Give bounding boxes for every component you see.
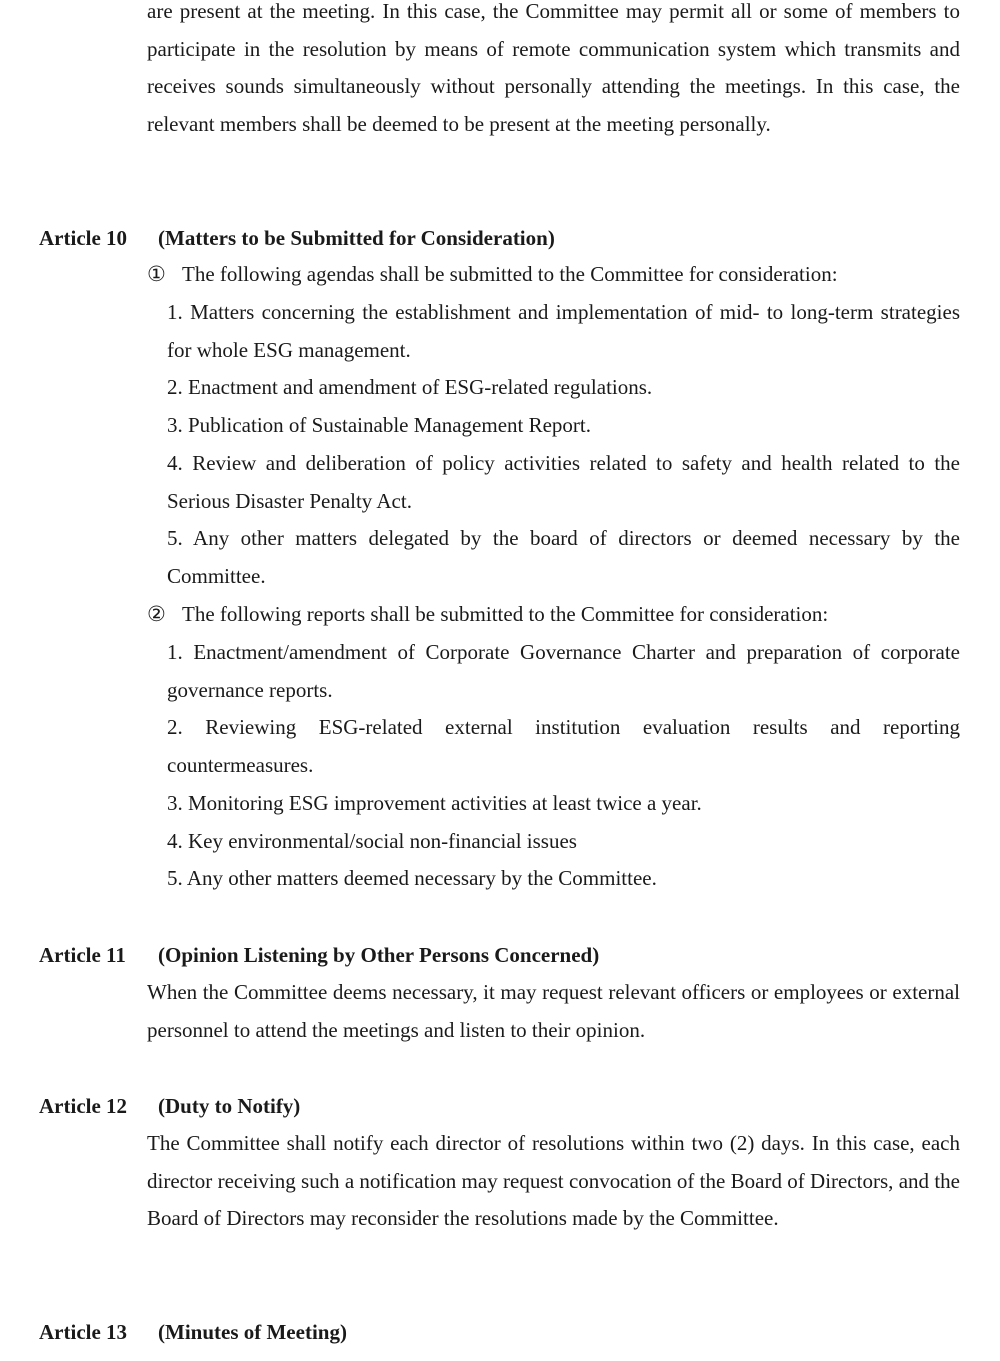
section-intro-text: The following agendas shall be submitted to the Committee for consideration: xyxy=(182,262,838,286)
section-2-intro xyxy=(147,596,960,634)
article-12-heading xyxy=(39,1087,300,1125)
article-number: Article 13 xyxy=(39,1320,128,1344)
article-10-heading xyxy=(39,219,555,257)
section-1-intro xyxy=(147,256,960,294)
article-title: (Duty to Notify) xyxy=(158,1094,301,1118)
list-item: 2. Enactment and amendment of ESG-related regulations. xyxy=(167,375,653,399)
article-11-body: When the Committee deems necessary, it may request relevant officers or employees or external personnel to attend the meetings and listen to their opinion. xyxy=(147,980,960,1042)
article-title: (Minutes of Meeting) xyxy=(158,1320,347,1344)
article-title: (Opinion Listening by Other Persons Concerned) xyxy=(158,943,600,967)
list-item: 5. Any other matters delegated by the board of directors or deemed necessary by the Committee. xyxy=(167,526,960,588)
article-number: Article 11 xyxy=(39,943,126,967)
list-item: 4. Review and deliberation of policy activities related to safety and health related to the Serious Disaster Penalty Act. xyxy=(167,451,960,513)
article-number: Article 12 xyxy=(39,1094,128,1118)
article-title: (Matters to be Submitted for Consideration) xyxy=(158,226,555,250)
article-12-body: The Committee shall notify each director of resolutions within two (2) days. In this case, each director receiving such a notification may request convocation of the Board of Directors, and the Board of Directors may reconsider the resolutions made by the Committee. xyxy=(147,1131,960,1231)
continued-paragraph: are present at the meeting. In this case, the Committee may permit all or some of members to participate in the resolution by means of remote communication system which transmits and receives sounds simultaneously without personally attending the meetings. In this case, the relevant members shall be deemed to be present at the meeting personally. xyxy=(147,0,960,137)
list-item: 1. Matters concerning the establishment and implementation of mid- to long-term strategies for whole ESG management. xyxy=(167,300,960,362)
list-item: 5. Any other matters deemed necessary by the Committee. xyxy=(167,866,657,890)
list-item: 2. Reviewing ESG-related external institution evaluation results and reporting countermeasures. xyxy=(167,715,960,777)
article-11-heading xyxy=(39,936,599,974)
article-13-heading xyxy=(39,1313,347,1351)
list-item: 3. Publication of Sustainable Management Report. xyxy=(167,413,591,437)
list-item: 4. Key environmental/social non-financial issues xyxy=(167,829,577,853)
list-item: 3. Monitoring ESG improvement activities at least twice a year. xyxy=(167,791,702,815)
section-intro-text: The following reports shall be submitted to the Committee for consideration: xyxy=(182,602,829,626)
circled-number-1: ① xyxy=(147,262,166,286)
list-item: 1. Enactment/amendment of Corporate Governance Charter and preparation of corporate governance reports. xyxy=(167,640,960,702)
article-number: Article 10 xyxy=(39,226,128,250)
circled-number-2: ② xyxy=(147,602,166,626)
